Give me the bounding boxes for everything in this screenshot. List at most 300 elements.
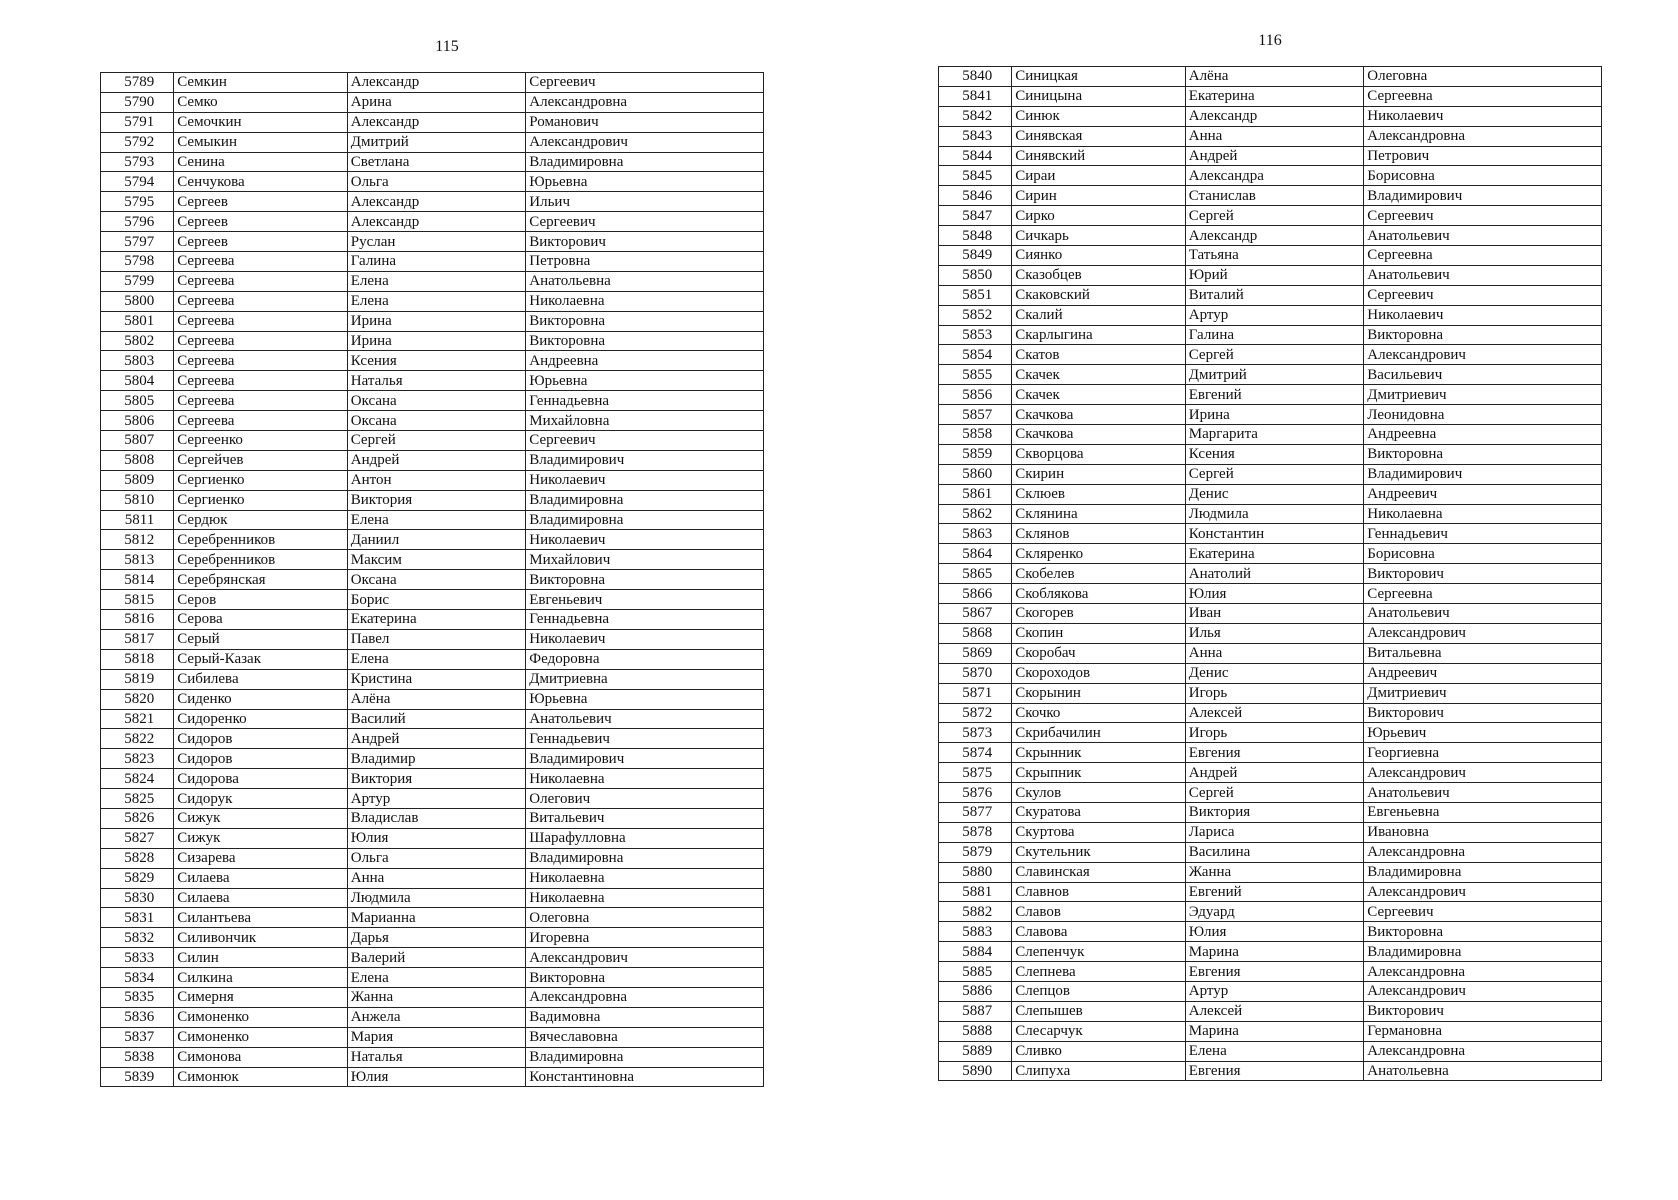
first-name-cell: Сергей — [1185, 464, 1364, 484]
first-name-cell: Дмитрий — [347, 132, 526, 152]
surname-cell: Скуртова — [1012, 822, 1186, 842]
patronymic-cell: Анатольевна — [1364, 1061, 1602, 1081]
table-row — [939, 305, 1602, 325]
first-name-cell: Екатерина — [347, 610, 526, 630]
first-name-cell: Арина — [347, 92, 526, 112]
record-number: 5878 — [939, 822, 1012, 842]
first-name-cell: Елена — [347, 291, 526, 311]
table-row — [939, 1021, 1602, 1041]
record-number: 5887 — [939, 1001, 1012, 1021]
table-row — [939, 385, 1602, 405]
patronymic-cell: Георгиевна — [1364, 743, 1602, 763]
table-row — [101, 132, 764, 152]
first-name-cell: Ольга — [347, 848, 526, 868]
record-number: 5871 — [939, 683, 1012, 703]
first-name-cell: Анна — [1185, 643, 1364, 663]
surname-cell: Скарлыгина — [1012, 325, 1186, 345]
surname-cell: Скворцова — [1012, 444, 1186, 464]
record-number: 5822 — [101, 729, 174, 749]
surname-cell: Синицкая — [1012, 67, 1186, 87]
first-name-cell: Игорь — [1185, 723, 1364, 743]
first-name-cell: Анатолий — [1185, 564, 1364, 584]
surname-cell: Склянов — [1012, 524, 1186, 544]
first-name-cell: Алёна — [1185, 67, 1364, 87]
first-name-cell: Артур — [1185, 981, 1364, 1001]
table-row — [939, 802, 1602, 822]
record-number: 5816 — [101, 610, 174, 630]
surname-cell: Скачек — [1012, 385, 1186, 405]
patronymic-cell: Николаевна — [1364, 504, 1602, 524]
table-row — [939, 743, 1602, 763]
surname-cell: Силкина — [174, 968, 348, 988]
first-name-cell: Ксения — [347, 351, 526, 371]
surname-cell: Скрыпник — [1012, 763, 1186, 783]
first-name-cell: Сергей — [1185, 345, 1364, 365]
record-number: 5801 — [101, 311, 174, 331]
first-name-cell: Денис — [1185, 484, 1364, 504]
record-number: 5831 — [101, 908, 174, 928]
first-name-cell: Руслан — [347, 232, 526, 252]
table-row — [101, 868, 764, 888]
record-number: 5877 — [939, 802, 1012, 822]
first-name-cell: Евгений — [1185, 385, 1364, 405]
patronymic-cell: Дмитриевич — [1364, 683, 1602, 703]
patronymic-cell: Викторовна — [526, 968, 764, 988]
surname-cell: Семочкин — [174, 112, 348, 132]
table-row — [101, 669, 764, 689]
table-row — [939, 604, 1602, 624]
first-name-cell: Илья — [1185, 623, 1364, 643]
first-name-cell: Артур — [347, 789, 526, 809]
first-name-cell: Екатерина — [1185, 544, 1364, 564]
patronymic-cell: Александрович — [1364, 345, 1602, 365]
first-name-cell: Александра — [1185, 166, 1364, 186]
patronymic-cell: Александровна — [1364, 1041, 1602, 1061]
record-number: 5833 — [101, 948, 174, 968]
record-number: 5869 — [939, 643, 1012, 663]
table-row — [939, 584, 1602, 604]
surname-cell: Сергеева — [174, 291, 348, 311]
surname-cell: Скутельник — [1012, 842, 1186, 862]
first-name-cell: Иван — [1185, 604, 1364, 624]
table-row — [101, 112, 764, 132]
table-row — [101, 431, 764, 451]
patronymic-cell: Николаевна — [526, 868, 764, 888]
surname-cell: Сижук — [174, 808, 348, 828]
table-row — [939, 1041, 1602, 1061]
first-name-cell: Максим — [347, 550, 526, 570]
surname-cell: Силантьева — [174, 908, 348, 928]
first-name-cell: Борис — [347, 590, 526, 610]
record-number: 5852 — [939, 305, 1012, 325]
patronymic-cell: Анатольевич — [1364, 604, 1602, 624]
surname-cell: Серебренников — [174, 530, 348, 550]
patronymic-cell: Олеговна — [526, 908, 764, 928]
patronymic-cell: Викторовна — [526, 311, 764, 331]
table-row — [939, 405, 1602, 425]
surname-cell: Сидорук — [174, 789, 348, 809]
surname-cell: Силин — [174, 948, 348, 968]
patronymic-cell: Александровна — [1364, 126, 1602, 146]
table-row — [101, 252, 764, 272]
patronymic-cell: Игоревна — [526, 928, 764, 948]
page-left — [100, 36, 764, 1087]
first-name-cell: Павел — [347, 629, 526, 649]
first-name-cell: Василина — [1185, 842, 1364, 862]
patronymic-cell: Ильич — [526, 192, 764, 212]
table-row — [101, 271, 764, 291]
table-row — [939, 623, 1602, 643]
patronymic-cell: Владимирович — [526, 450, 764, 470]
first-name-cell: Евгения — [1185, 743, 1364, 763]
patronymic-cell: Геннадьевич — [1364, 524, 1602, 544]
first-name-cell: Ирина — [347, 311, 526, 331]
first-name-cell: Галина — [1185, 325, 1364, 345]
patronymic-cell: Сергеевич — [526, 431, 764, 451]
first-name-cell: Наталья — [347, 371, 526, 391]
first-name-cell: Александр — [347, 192, 526, 212]
record-number: 5795 — [101, 192, 174, 212]
record-number: 5830 — [101, 888, 174, 908]
surname-cell: Сергеев — [174, 232, 348, 252]
first-name-cell: Александр — [1185, 106, 1364, 126]
surname-cell: Сергеенко — [174, 431, 348, 451]
table-row — [939, 723, 1602, 743]
surname-cell: Скачкова — [1012, 405, 1186, 425]
first-name-cell: Василий — [347, 709, 526, 729]
surname-cell: Сергеева — [174, 271, 348, 291]
patronymic-cell: Юрьевна — [526, 172, 764, 192]
first-name-cell: Андрей — [1185, 146, 1364, 166]
surname-cell: Сергеев — [174, 212, 348, 232]
record-number: 5884 — [939, 942, 1012, 962]
surname-cell: Скорынин — [1012, 683, 1186, 703]
first-name-cell: Андрей — [347, 450, 526, 470]
record-number: 5837 — [101, 1027, 174, 1047]
table-row — [939, 663, 1602, 683]
patronymic-cell: Владимирович — [1364, 186, 1602, 206]
table-row — [939, 783, 1602, 803]
patronymic-cell: Андреевич — [1364, 663, 1602, 683]
first-name-cell: Денис — [1185, 663, 1364, 683]
record-number: 5823 — [101, 749, 174, 769]
first-name-cell: Елена — [1185, 1041, 1364, 1061]
first-name-cell: Елена — [347, 649, 526, 669]
first-name-cell: Сергей — [347, 431, 526, 451]
patronymic-cell: Константиновна — [526, 1067, 764, 1087]
surname-cell: Симонюк — [174, 1067, 348, 1087]
first-name-cell: Константин — [1185, 524, 1364, 544]
patronymic-cell: Ивановна — [1364, 822, 1602, 842]
first-name-cell: Екатерина — [1185, 86, 1364, 106]
surname-cell: Сергеева — [174, 311, 348, 331]
patronymic-cell: Петровна — [526, 252, 764, 272]
first-name-cell: Юлия — [1185, 584, 1364, 604]
patronymic-cell: Сергеевич — [1364, 285, 1602, 305]
record-number: 5879 — [939, 842, 1012, 862]
surname-cell: Сидоров — [174, 729, 348, 749]
table-row — [101, 530, 764, 550]
patronymic-cell: Николаевна — [526, 769, 764, 789]
table-row — [939, 226, 1602, 246]
surname-cell: Семкин — [174, 73, 348, 93]
patronymic-cell: Викторовна — [1364, 444, 1602, 464]
table-row — [939, 86, 1602, 106]
table-row — [101, 709, 764, 729]
table-row — [101, 331, 764, 351]
first-name-cell: Алексей — [1185, 1001, 1364, 1021]
patronymic-cell: Николаевич — [526, 629, 764, 649]
table-row — [939, 484, 1602, 504]
surname-cell: Серебрянская — [174, 570, 348, 590]
record-number: 5818 — [101, 649, 174, 669]
patronymic-cell: Владимировна — [1364, 942, 1602, 962]
table-row — [101, 570, 764, 590]
surname-cell: Слепцов — [1012, 981, 1186, 1001]
patronymic-cell: Андреевич — [1364, 484, 1602, 504]
patronymic-cell: Олегович — [526, 789, 764, 809]
patronymic-cell: Петрович — [1364, 146, 1602, 166]
surname-cell: Силивончик — [174, 928, 348, 948]
table-row — [101, 968, 764, 988]
record-number: 5804 — [101, 371, 174, 391]
surname-cell: Сенчукова — [174, 172, 348, 192]
first-name-cell: Алексей — [1185, 703, 1364, 723]
table-row — [101, 828, 764, 848]
surname-cell: Скатов — [1012, 345, 1186, 365]
surname-cell: Сидорова — [174, 769, 348, 789]
surname-cell: Слесарчук — [1012, 1021, 1186, 1041]
first-name-cell: Владимир — [347, 749, 526, 769]
table-row — [101, 510, 764, 530]
patronymic-cell: Владимировна — [526, 490, 764, 510]
surname-cell: Скачек — [1012, 365, 1186, 385]
surname-cell: Скороходов — [1012, 663, 1186, 683]
surname-cell: Скопин — [1012, 623, 1186, 643]
record-number: 5855 — [939, 365, 1012, 385]
surname-cell: Славова — [1012, 922, 1186, 942]
surname-cell: Скуратова — [1012, 802, 1186, 822]
record-number: 5806 — [101, 411, 174, 431]
table-row — [939, 365, 1602, 385]
patronymic-cell: Юрьевна — [526, 371, 764, 391]
surname-cell: Скочко — [1012, 703, 1186, 723]
first-name-cell: Виктория — [347, 769, 526, 789]
table-row — [101, 749, 764, 769]
table-row — [939, 763, 1602, 783]
record-number: 5867 — [939, 604, 1012, 624]
patronymic-cell: Федоровна — [526, 649, 764, 669]
surname-cell: Серова — [174, 610, 348, 630]
record-number: 5851 — [939, 285, 1012, 305]
table-row — [939, 246, 1602, 266]
patronymic-cell: Анатольевич — [1364, 265, 1602, 285]
table-row — [101, 888, 764, 908]
table-row — [939, 683, 1602, 703]
first-name-cell: Дмитрий — [1185, 365, 1364, 385]
record-number: 5802 — [101, 331, 174, 351]
record-number: 5812 — [101, 530, 174, 550]
first-name-cell: Елена — [347, 271, 526, 291]
record-number: 5790 — [101, 92, 174, 112]
record-number: 5793 — [101, 152, 174, 172]
surname-cell: Симоненко — [174, 1007, 348, 1027]
table-row — [101, 948, 764, 968]
table-row — [101, 808, 764, 828]
surname-cell: Сираи — [1012, 166, 1186, 186]
table-row — [939, 524, 1602, 544]
surname-cell: Сергиенко — [174, 490, 348, 510]
record-number: 5809 — [101, 470, 174, 490]
table-row — [939, 166, 1602, 186]
patronymic-cell: Витальевна — [1364, 643, 1602, 663]
patronymic-cell: Александровна — [1364, 842, 1602, 862]
patronymic-cell: Леонидовна — [1364, 405, 1602, 425]
record-number: 5843 — [939, 126, 1012, 146]
patronymic-cell: Викторович — [1364, 564, 1602, 584]
table-row — [101, 550, 764, 570]
table-row — [939, 345, 1602, 365]
patronymic-cell: Викторовна — [1364, 922, 1602, 942]
table-row — [101, 192, 764, 212]
record-number: 5862 — [939, 504, 1012, 524]
first-name-cell: Марина — [1185, 942, 1364, 962]
record-number: 5875 — [939, 763, 1012, 783]
patronymic-cell: Николаевна — [526, 291, 764, 311]
surname-cell: Сердюк — [174, 510, 348, 530]
table-row — [939, 842, 1602, 862]
record-number: 5853 — [939, 325, 1012, 345]
first-name-cell: Людмила — [1185, 504, 1364, 524]
surname-cell: Симерня — [174, 987, 348, 1007]
first-name-cell: Оксана — [347, 391, 526, 411]
surname-cell: Синявская — [1012, 126, 1186, 146]
table-row — [101, 212, 764, 232]
table-row — [939, 425, 1602, 445]
record-number: 5854 — [939, 345, 1012, 365]
record-number: 5883 — [939, 922, 1012, 942]
record-number: 5832 — [101, 928, 174, 948]
record-number: 5868 — [939, 623, 1012, 643]
surname-cell: Склянина — [1012, 504, 1186, 524]
record-number: 5886 — [939, 981, 1012, 1001]
table-row — [939, 146, 1602, 166]
table-row — [101, 1007, 764, 1027]
record-number: 5803 — [101, 351, 174, 371]
record-number: 5874 — [939, 743, 1012, 763]
patronymic-cell: Михайловна — [526, 411, 764, 431]
record-number: 5870 — [939, 663, 1012, 683]
surname-cell: Сергеева — [174, 371, 348, 391]
surname-cell: Сидоренко — [174, 709, 348, 729]
first-name-cell: Дарья — [347, 928, 526, 948]
surname-cell: Серов — [174, 590, 348, 610]
surname-cell: Сергеева — [174, 331, 348, 351]
register-table — [100, 72, 764, 1087]
surname-cell: Сибилева — [174, 669, 348, 689]
surname-cell: Сирин — [1012, 186, 1186, 206]
record-number: 5829 — [101, 868, 174, 888]
patronymic-cell: Германовна — [1364, 1021, 1602, 1041]
patronymic-cell: Александрович — [1364, 623, 1602, 643]
first-name-cell: Евгения — [1185, 1061, 1364, 1081]
first-name-cell: Виктория — [1185, 802, 1364, 822]
table-row — [939, 285, 1602, 305]
first-name-cell: Ольга — [347, 172, 526, 192]
record-number: 5825 — [101, 789, 174, 809]
patronymic-cell: Владимирович — [1364, 464, 1602, 484]
surname-cell: Скоробач — [1012, 643, 1186, 663]
patronymic-cell: Владимировна — [526, 1047, 764, 1067]
record-number: 5861 — [939, 484, 1012, 504]
patronymic-cell: Викторовна — [526, 331, 764, 351]
first-name-cell: Эдуард — [1185, 902, 1364, 922]
table-row — [101, 649, 764, 669]
table-row — [101, 1047, 764, 1067]
first-name-cell: Ирина — [347, 331, 526, 351]
surname-cell: Сичкарь — [1012, 226, 1186, 246]
patronymic-cell: Сергеевич — [1364, 902, 1602, 922]
surname-cell: Симоненко — [174, 1027, 348, 1047]
surname-cell: Сергеева — [174, 411, 348, 431]
record-number: 5824 — [101, 769, 174, 789]
record-number: 5820 — [101, 689, 174, 709]
first-name-cell: Ирина — [1185, 405, 1364, 425]
table-row — [939, 862, 1602, 882]
record-number: 5882 — [939, 902, 1012, 922]
table-row — [939, 703, 1602, 723]
surname-cell: Сиянко — [1012, 246, 1186, 266]
record-number: 5864 — [939, 544, 1012, 564]
surname-cell: Синицына — [1012, 86, 1186, 106]
table-row — [939, 981, 1602, 1001]
patronymic-cell: Александрович — [526, 132, 764, 152]
surname-cell: Скрибачилин — [1012, 723, 1186, 743]
surname-cell: Сергиенко — [174, 470, 348, 490]
surname-cell: Скобелев — [1012, 564, 1186, 584]
record-number: 5797 — [101, 232, 174, 252]
table-row — [101, 629, 764, 649]
patronymic-cell: Васильевич — [1364, 365, 1602, 385]
table-row — [101, 590, 764, 610]
patronymic-cell: Николаевич — [1364, 305, 1602, 325]
patronymic-cell: Николаевич — [526, 470, 764, 490]
table-row — [939, 564, 1602, 584]
record-number: 5791 — [101, 112, 174, 132]
patronymic-cell: Викторович — [526, 232, 764, 252]
surname-cell: Сирко — [1012, 206, 1186, 226]
record-number: 5810 — [101, 490, 174, 510]
record-number: 5858 — [939, 425, 1012, 445]
surname-cell: Серебренников — [174, 550, 348, 570]
surname-cell: Слипуха — [1012, 1061, 1186, 1081]
patronymic-cell: Анатольевна — [526, 271, 764, 291]
first-name-cell: Виталий — [1185, 285, 1364, 305]
patronymic-cell: Владимировна — [1364, 862, 1602, 882]
first-name-cell: Оксана — [347, 411, 526, 431]
record-number: 5856 — [939, 385, 1012, 405]
first-name-cell: Игорь — [1185, 683, 1364, 703]
register-table-body — [101, 73, 764, 1087]
table-row — [101, 371, 764, 391]
record-number: 5873 — [939, 723, 1012, 743]
surname-cell: Синявский — [1012, 146, 1186, 166]
patronymic-cell: Дмитриевич — [1364, 385, 1602, 405]
table-row — [101, 1067, 764, 1087]
patronymic-cell: Сергеевич — [526, 212, 764, 232]
surname-cell: Скаковский — [1012, 285, 1186, 305]
patronymic-cell: Витальевич — [526, 808, 764, 828]
